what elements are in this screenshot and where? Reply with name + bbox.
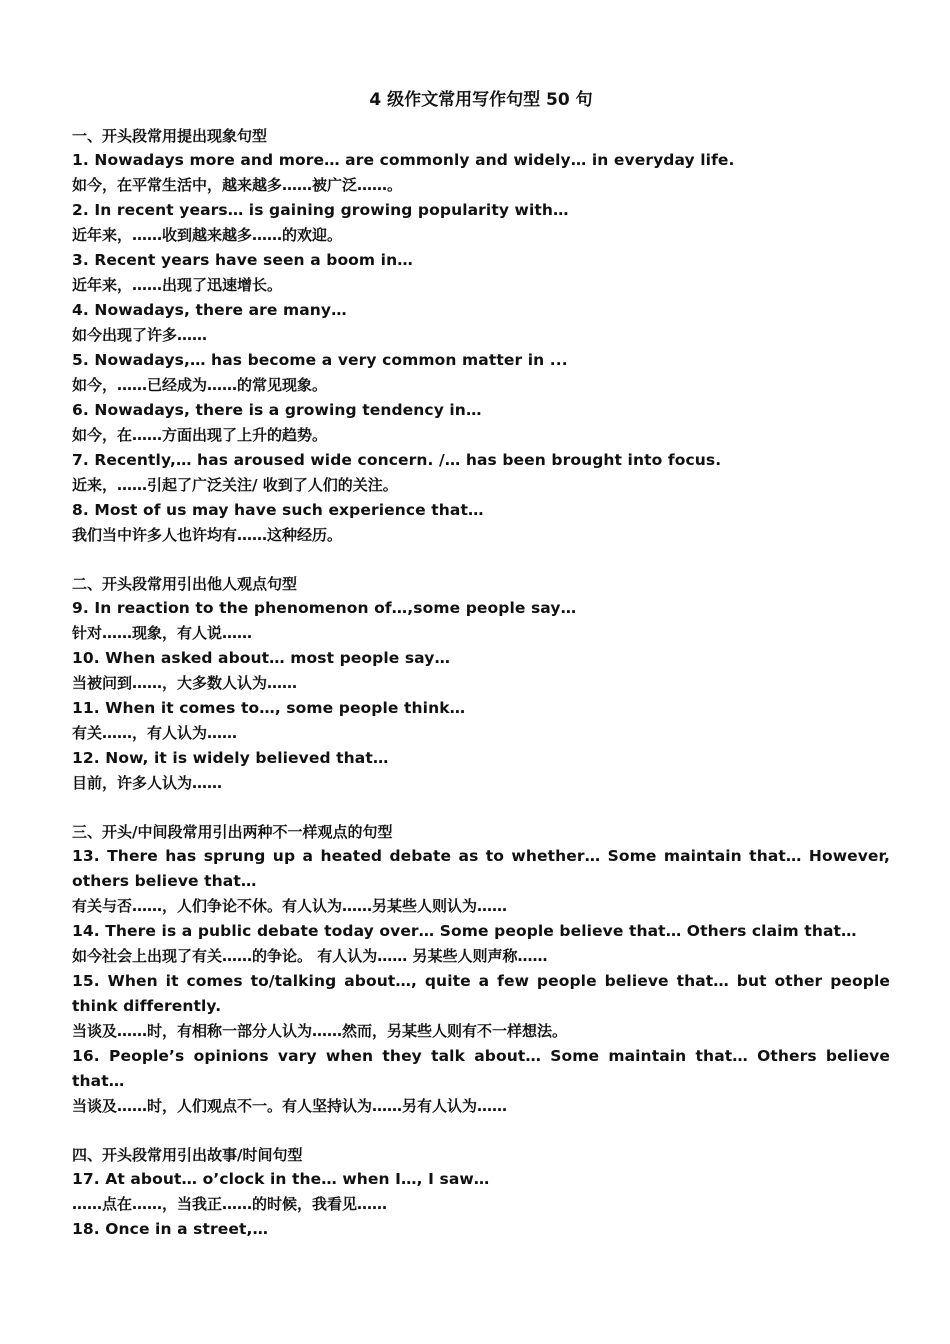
- sentence-pattern-en: 7. Recently,… has aroused wide concern. /… has been brought into focus.: [72, 451, 722, 469]
- sentence-pattern-zh: 如今，……已经成为……的常见现象。: [72, 376, 328, 394]
- section-spacer: [72, 796, 890, 820]
- sentence-pattern-zh: 如今出现了许多……: [72, 326, 208, 344]
- sentence-pattern-en: 17. At about… o’clock in the… when I…, I saw…: [72, 1170, 490, 1188]
- sentence-pattern-en: 9. In reaction to the phenomenon of…,some people say…: [72, 599, 577, 617]
- sentence-pattern-en: 10. When asked about… most people say…: [72, 649, 451, 667]
- sentence-pattern-en: 12. Now, it is widely believed that…: [72, 749, 389, 767]
- sentence-pattern-zh: 有关……，有人认为……: [72, 724, 238, 742]
- sentence-pattern-zh: 近年来，……出现了迅速增长。: [72, 276, 283, 294]
- sentence-pattern-en: 6. Nowadays, there is a growing tendency in…: [72, 401, 482, 419]
- sentence-pattern-zh: 如今，在平常生活中，越来越多……被广泛……。: [72, 176, 403, 194]
- sentence-pattern-zh: 当谈及……时，有相称一部分人认为……然而，另某些人则有不一样想法。: [72, 1022, 568, 1040]
- sentence-pattern-zh: 当谈及……时，人们观点不一。有人坚持认为……另有人认为……: [72, 1097, 508, 1115]
- section-4: [72, 1143, 890, 1242]
- document-title: 4 级作文常用写作句型 50 句: [369, 90, 593, 110]
- sentence-pattern-en: 14. There is a public debate today over… Some people believe that… Others claim that…: [72, 922, 857, 940]
- sentence-pattern-zh: 我们当中许多人也许均有……这种经历。: [72, 526, 343, 544]
- section-spacer: [72, 1119, 890, 1143]
- sentence-pattern-zh: 针对……现象，有人说……: [72, 624, 253, 642]
- sentence-pattern-zh: 当被问到……，大多数人认为……: [72, 674, 298, 692]
- section-heading: 一、开头段常用提出现象句型: [72, 127, 268, 145]
- section-heading: 三、开头/中间段常用引出两种不一样观点的句型: [72, 823, 393, 841]
- sentence-pattern-en: 15. When it comes to/talking about…, quite a few people believe that… but other people think differently.: [72, 972, 890, 1015]
- sentence-pattern-en: 2. In recent years… is gaining growing popularity with…: [72, 201, 569, 219]
- sentence-pattern-zh: 如今，在……方面出现了上升的趋势。: [72, 426, 328, 444]
- sentence-pattern-en: 8. Most of us may have such experience that…: [72, 501, 484, 519]
- sentence-pattern-zh: 有关与否……，人们争论不休。有人认为……另某些人则认为……: [72, 897, 508, 915]
- sentence-pattern-zh: 近年来，……收到越来越多……的欢迎。: [72, 226, 343, 244]
- sentence-pattern-en: 4. Nowadays, there are many…: [72, 301, 347, 319]
- document-page: [72, 88, 890, 1242]
- sentence-pattern-zh: ……点在……，当我正……的时候，我看见……: [72, 1195, 388, 1213]
- sentence-pattern-zh: 近来，……引起了广泛关注/ 收到了人们的关注。: [72, 476, 398, 494]
- sentence-pattern-en: 1. Nowadays more and more… are commonly and widely… in everyday life.: [72, 151, 735, 169]
- section-1: [72, 124, 890, 548]
- section-heading: 二、开头段常用引出他人观点句型: [72, 575, 298, 593]
- sentence-pattern-en: 18. Once in a street,…: [72, 1220, 269, 1238]
- sentence-pattern-zh: 如今社会上出现了有关……的争论。 有人认为…… 另某些人则声称……: [72, 947, 548, 965]
- sentence-pattern-en: 11. When it comes to…, some people think…: [72, 699, 466, 717]
- section-heading: 四、开头段常用引出故事/时间句型: [72, 1146, 303, 1164]
- sentence-pattern-en: 16. People’s opinions vary when they talk about… Some maintain that… Others believe that…: [72, 1047, 890, 1090]
- sentence-pattern-en: 3. Recent years have seen a boom in…: [72, 251, 413, 269]
- sentence-pattern-en: 5. Nowadays,… has become a very common matter in ...: [72, 351, 568, 369]
- section-3: [72, 820, 890, 1119]
- sentence-pattern-en: 13. There has sprung up a heated debate as to whether… Some maintain that… However, others believe that…: [72, 847, 890, 890]
- sentence-pattern-zh: 目前，许多人认为……: [72, 774, 223, 792]
- section-2: [72, 572, 890, 796]
- section-spacer: [72, 548, 890, 572]
